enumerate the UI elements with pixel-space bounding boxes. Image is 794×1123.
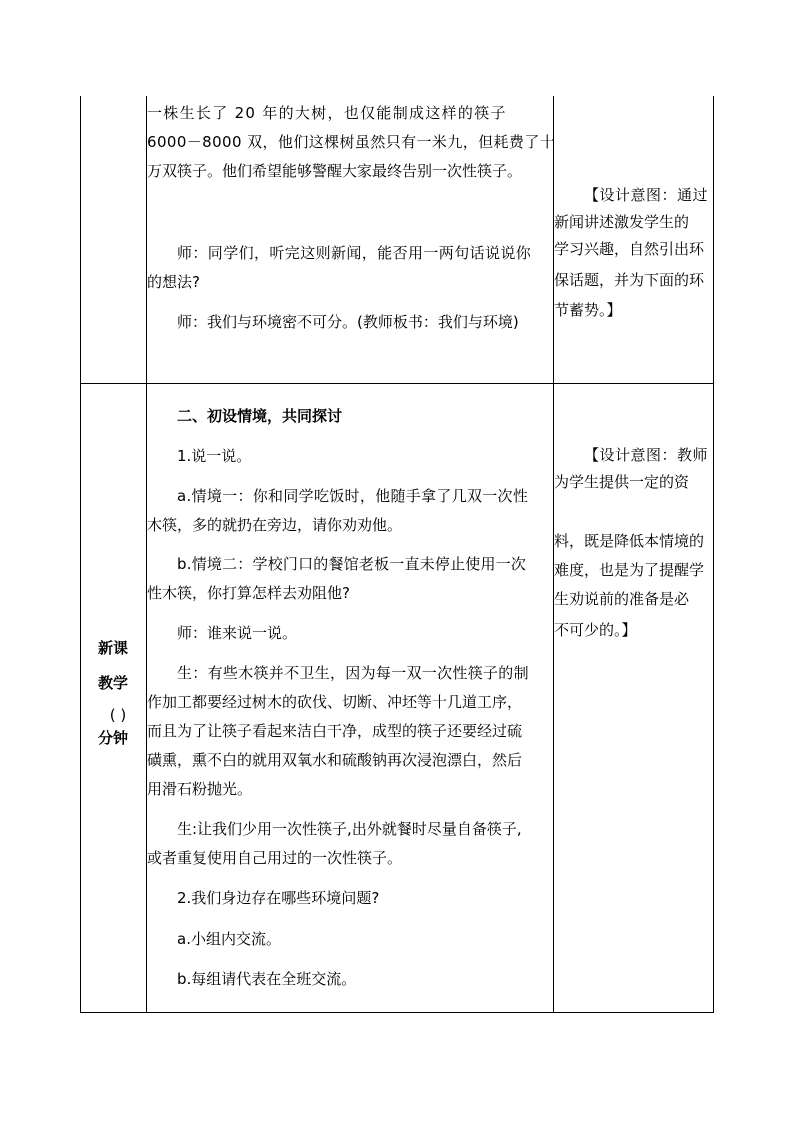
row2-body-line-9: 作加工都要经过树木的砍伐、切断、冲坯等十几道工序， <box>147 693 523 711</box>
row2-note-line-4: 难度，也是为了提醒学 <box>554 561 705 579</box>
row2-label-line-2: 教学 <box>97 674 128 692</box>
row1-body-line-2: 6000－8000 双，他们这棵树虽然只有一米九，但耗费了十 <box>147 133 556 151</box>
row1-body-line-6: 师：我们与环境密不可分。(教师板书：我们与环境) <box>177 313 519 331</box>
row2-body-line-5: b.情境二：学校门口的餐馆老板一直未停止使用一次 <box>177 555 527 573</box>
row2-note-line-1: 【设计意图：教师 <box>584 446 709 464</box>
row2-note-line-5: 生劝说前的准备是必 <box>554 590 690 608</box>
row2-label-line-1: 新课 <box>97 639 128 657</box>
row1-note-line-1: 【设计意图：通过 <box>584 186 709 204</box>
row2-body-line-2: 1.说一说。 <box>177 447 252 465</box>
table-left-border <box>80 96 81 1013</box>
table-col-divider-1 <box>146 96 147 1013</box>
row1-body-line-1: 一株生长了 20 年的大树，也仅能制成这样的筷子 <box>147 104 507 122</box>
row2-note-line-2: 为学生提供一定的资 <box>554 473 690 491</box>
row-divider <box>80 383 714 384</box>
row2-body-line-3: a.情境一：你和同学吃饭时，他随手拿了几双一次性 <box>177 487 529 505</box>
row2-body-line-17: b.每组请代表在全班交流。 <box>177 970 357 988</box>
row2-note-line-3: 料，既是降低本情境的 <box>554 532 705 550</box>
row2-body-line-11: 磺熏，熏不白的就用双氧水和硫酸钠再次浸泡漂白，然后 <box>147 751 523 769</box>
row2-body-line-7: 师：谁来说一说。 <box>177 624 298 642</box>
row2-note-line-6: 不可少的。】 <box>554 621 637 639</box>
row1-note-line-5: 节蓄势。】 <box>554 301 622 319</box>
row2-body-line-14: 或者重复使用自己用过的一次性筷子。 <box>147 849 403 867</box>
row1-body-line-3: 万双筷子。他们希望能够警醒大家最终告别一次性筷子。 <box>147 162 523 180</box>
row2-body-line-13: 生:让我们少用一次性筷子,出外就餐时尽量自备筷子, <box>177 820 522 838</box>
row2-body-line-12: 用滑石粉抛光。 <box>147 780 253 798</box>
row1-body-line-5: 的想法? <box>147 273 200 291</box>
row1-note-line-4: 保话题，并为下面的环 <box>554 271 705 289</box>
row2-section-heading: 二、初设情境，共同探讨 <box>177 407 343 425</box>
row2-body-line-10: 而且为了让筷子看起来洁白干净，成型的筷子还要经过硫 <box>147 722 523 740</box>
table-bottom-border <box>80 1012 714 1013</box>
table-right-border <box>713 96 714 1013</box>
row2-body-line-16: a.小组内交流。 <box>177 930 281 948</box>
row1-note-line-3: 学习兴趣，自然引出环 <box>554 240 705 258</box>
row1-note-line-2: 新闻讲述激发学生的 <box>554 213 690 231</box>
row2-body-line-4: 木筷，多的就扔在旁边，请你劝劝他。 <box>147 516 403 534</box>
row2-body-line-8: 生：有些木筷并不卫生，因为每一双一次性筷子的制 <box>177 664 529 682</box>
row2-label-line-4: 分钟 <box>97 729 128 747</box>
row1-body-line-4: 师：同学们，听完这则新闻，能否用一两句话说说你 <box>177 244 532 262</box>
row2-label-line-3: ( ) <box>109 706 127 724</box>
table-col-divider-2 <box>553 96 554 1013</box>
row2-body-line-6: 性木筷，你打算怎样去劝阻他? <box>147 584 350 602</box>
row2-body-line-15: 2.我们身边存在哪些环境问题? <box>177 889 380 907</box>
